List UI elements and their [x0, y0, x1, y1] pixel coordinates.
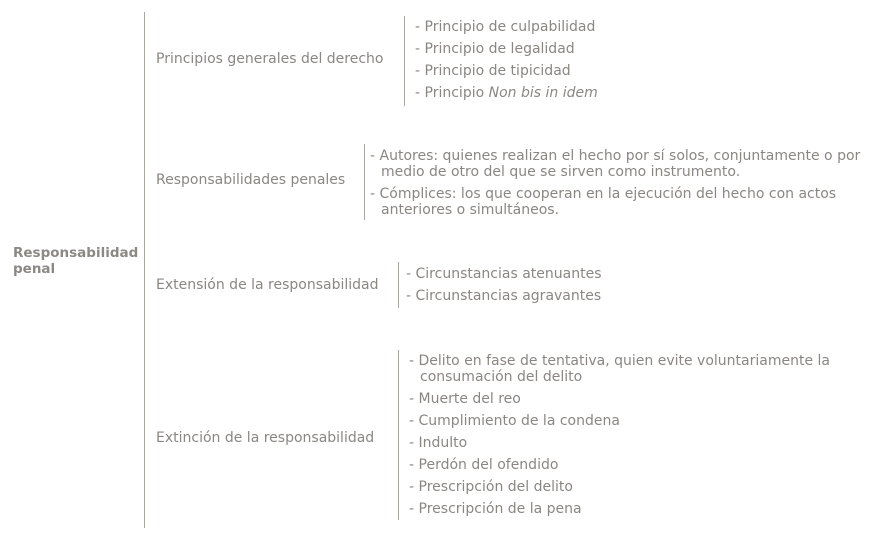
branch-bracket-line — [364, 144, 365, 220]
branch-items — [370, 148, 870, 224]
list-item: - Delito en fase de tentativa, quien evite voluntariamente la consumación del delito — [409, 353, 859, 385]
branch-bracket-line — [404, 16, 405, 106]
list-item: - Principio Non bis in idem — [415, 85, 855, 101]
branch-items — [415, 19, 855, 107]
list-item: - Cómplices: los que cooperan en la ejecución del hecho con actos anteriores o simultáneos. — [370, 186, 870, 218]
branch-label: Extinción de la responsabilidad — [156, 430, 375, 446]
root-bracket-line — [144, 12, 145, 528]
branch-label: Extensión de la responsabilidad — [156, 277, 379, 293]
branch-bracket-line — [398, 262, 399, 308]
italic-term: Non bis in idem — [488, 85, 598, 101]
list-item: - Prescripción del delito — [409, 479, 859, 495]
list-item: - Circunstancias agravantes — [406, 288, 846, 304]
list-item: - Perdón del ofendido — [409, 457, 859, 473]
branch-items — [406, 266, 846, 310]
list-item: - Circunstancias atenuantes — [406, 266, 846, 282]
root-title: Responsabilidad penal — [13, 245, 139, 277]
branch-items — [409, 353, 859, 523]
list-item: - Cumplimiento de la condena — [409, 413, 859, 429]
list-item: - Principio de tipicidad — [415, 63, 855, 79]
list-item: - Muerte del reo — [409, 391, 859, 407]
branch-label: Responsabilidades penales — [156, 172, 346, 188]
list-item: - Principio de culpabilidad — [415, 19, 855, 35]
list-item: - Prescripción de la pena — [409, 501, 859, 517]
list-item: - Autores: quienes realizan el hecho por sí solos, conjuntamente o por medio de otro del que se sirven como instrumento. — [370, 148, 870, 180]
list-item: - Principio de legalidad — [415, 41, 855, 57]
branch-label: Principios generales del derecho — [156, 51, 384, 67]
list-item: - Indulto — [409, 435, 859, 451]
branch-bracket-line — [398, 350, 399, 520]
